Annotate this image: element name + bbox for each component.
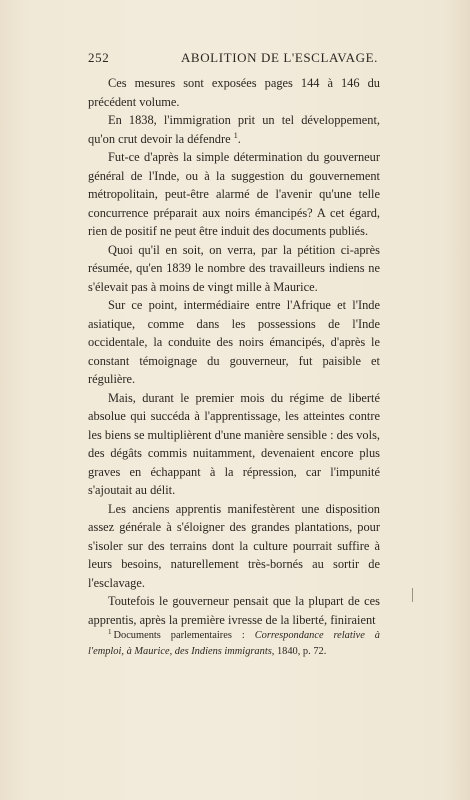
footnote-title: Correspondance relative à l'emploi, à Maurice, des Indiens immigrants [88, 630, 380, 657]
footnote-marker: 1 [108, 627, 112, 636]
paragraph-8: Toutefois le gouverneur pensait que la plupart de ces apprentis, après la première ivresse de la liberté, finiraient [88, 594, 380, 627]
footnote-tail: , 1840, p. 72. [271, 646, 327, 657]
page-header [88, 50, 378, 66]
margin-mark [412, 588, 413, 602]
paragraph-5: Sur ce point, intermédiaire entre l'Afrique et l'Inde asiatique, comme dans les possessions de l'Inde occidentale, la conduite des noirs émancipés, d'après le constant témoignage du gouverneur, fut paisible et régulière. [88, 298, 380, 386]
footnote-lead: Documents parlementaires : [113, 630, 255, 641]
paragraph-6: Mais, durant le premier mois du régime de liberté absolue qui succéda à l'apprentissage, les atteintes contre les biens se multiplièrent d'une manière sensible : des vols, des dégâts commis nuitamment, devenaient encore plus graves en échappant à la répression, car l'impunité s'ajoutait au délit. [88, 390, 380, 497]
paragraph-4: Quoi qu'il en soit, on verra, par la pétition ci-après résumée, qu'en 1839 le nombre des travailleurs indiens ne s'élevait pas à moins de vingt mille à Maurice. [88, 242, 380, 294]
paragraph-7: Les anciens apprentis manifestèrent une disposition assez générale à s'éloigner des grandes plantations, pour s'isoler sur des terrains dont la culture pourrait suffire à leurs besoins, naturellement très-bornés au sortir de l'esclavage. [88, 501, 380, 590]
paragraph-2-text: En 1838, l'immigration prit un tel développement, qu'on crut devoir la défendre [88, 113, 380, 146]
page-number: 252 [88, 50, 110, 65]
footnote-reference: 1 [233, 130, 238, 140]
body-text [88, 74, 380, 629]
paragraph-1: Ces mesures sont exposées pages 144 à 146 du précédent volume. [88, 76, 380, 109]
footnote [88, 628, 380, 660]
running-title: ABOLITION DE L'ESCLAVAGE. [180, 50, 378, 65]
paragraph-2 [88, 111, 380, 148]
paragraph-3: Fut-ce d'après la simple détermination du gouverneur général de l'Inde, ou à la suggestion du gouvernement métropolitain, peut-être alarmé de l'avenir qu'une telle concurrence préparait aux noirs émancipés? A cet égard, rien de positif ne peut être induit des documents publiés. [88, 150, 380, 238]
paragraph-2-end: . [237, 131, 241, 146]
